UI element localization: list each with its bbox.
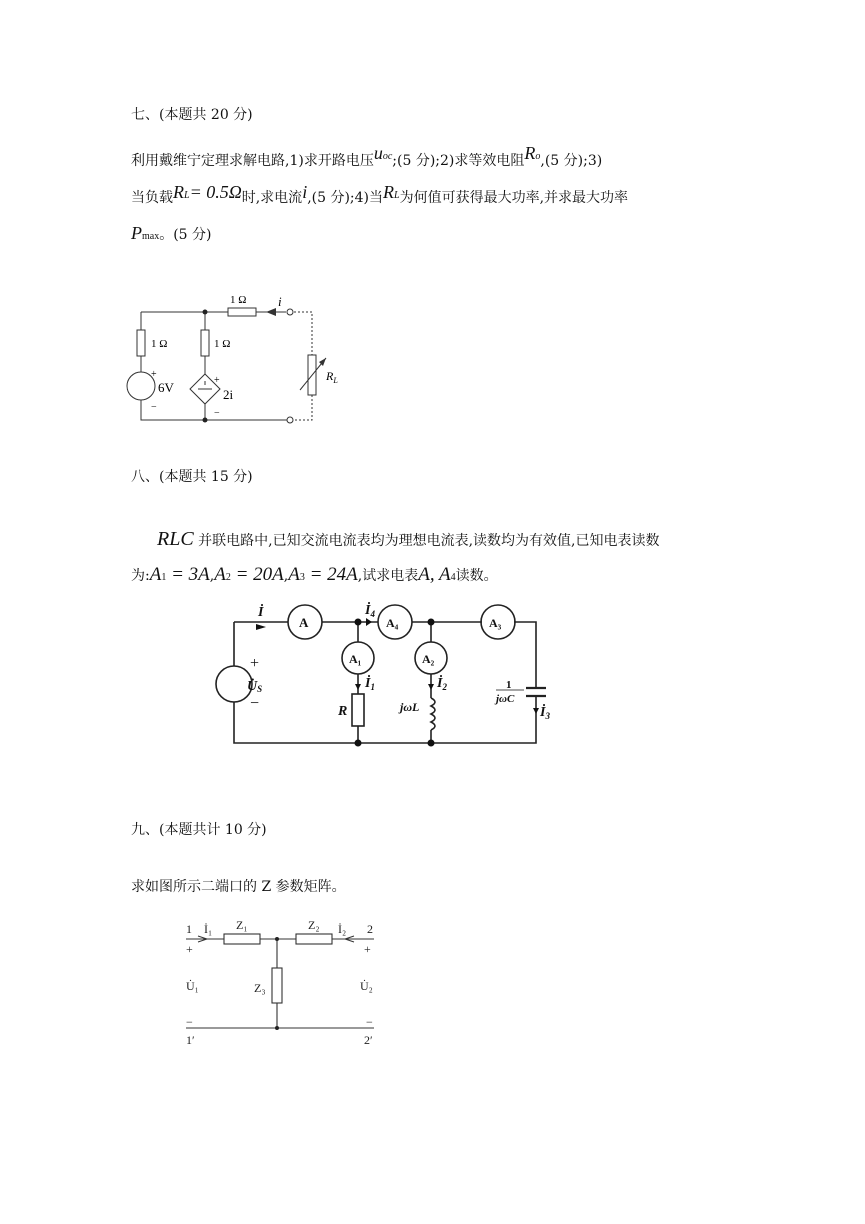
q7-label-rl: $R_L$ bbox=[326, 369, 338, 385]
q9-label-u1: U̇₁ bbox=[186, 979, 199, 993]
q8-label-meter-a2: A₂ bbox=[422, 652, 435, 666]
q9-label-port2: 2 bbox=[367, 922, 373, 936]
q7-i-symbol: i bbox=[302, 182, 308, 202]
q8-a3-value: = 24A bbox=[304, 564, 358, 585]
q8-meters-sub: 4 bbox=[450, 572, 456, 583]
q9-label-port1: 1 bbox=[186, 922, 192, 936]
q7-text-3: 。(5 分) bbox=[159, 227, 212, 243]
q8-rlc: RLC bbox=[157, 528, 194, 550]
q7-text-1a: 利用戴维宁定理求解电路,1)求开路电压 bbox=[131, 153, 374, 169]
q7-header: 七、(本题共 20 分) bbox=[131, 107, 253, 123]
q7-text-2b: 时,求电流 bbox=[241, 190, 303, 206]
q7-label-2i: 2i bbox=[223, 387, 234, 402]
q8-label-i: İ bbox=[258, 605, 264, 620]
q8-label-minus: − bbox=[250, 695, 260, 712]
q9-label-z2: Z₂ bbox=[308, 918, 320, 932]
q8-label-i4: $İ_4$ bbox=[365, 603, 375, 619]
q7-rl-value: = 0.5Ω bbox=[189, 182, 242, 202]
q7-label-plus-left: + bbox=[151, 369, 157, 380]
q8-a2: A bbox=[214, 564, 226, 585]
q8-a1: A bbox=[149, 564, 162, 585]
q7-ro-subscript: o bbox=[535, 151, 541, 162]
q9-label-z3: Z₃ bbox=[254, 981, 266, 995]
q7-text-1c: ,(5 分);3) bbox=[540, 153, 603, 169]
q7-uoc-subscript: oc bbox=[382, 151, 393, 162]
q7-text-2d: 为何值可获得最大功率,并求最大功率 bbox=[399, 190, 629, 206]
q9-label-plus1: + bbox=[186, 942, 193, 956]
q8-a2-value: = 20A bbox=[230, 564, 284, 585]
q8-label-r: R bbox=[338, 704, 348, 719]
q9-node-top bbox=[275, 937, 279, 941]
q8-line2: 为:A1 = 3A,A2 = 20A,A3 = 24A,试求电表A, A4读数。 bbox=[131, 564, 498, 585]
q8-label-i3: $İ_3$ bbox=[540, 705, 550, 721]
q8-header: 八、(本题共 15 分) bbox=[131, 469, 253, 485]
q7-label-r-left: 1 Ω bbox=[151, 338, 168, 350]
q8-label-i1: $İ_1$ bbox=[365, 676, 375, 692]
q7-label-plus-mid: + bbox=[214, 375, 220, 386]
q8-label-meter-a4: A₄ bbox=[386, 616, 399, 630]
q8-text-2c: 读数。 bbox=[455, 568, 498, 584]
q8-text-2a: 为: bbox=[131, 568, 150, 584]
q9-node-bottom bbox=[275, 1026, 279, 1030]
q7-label-minus-left: − bbox=[151, 402, 157, 413]
q9-label-u2: U̇₂ bbox=[360, 979, 373, 993]
q8-text-1: 并联电路中,已知交流电流表均为理想电流表,读数均为有效值,已知电表读数 bbox=[198, 533, 660, 549]
q7-rl2-subscript: L bbox=[394, 190, 400, 201]
q8-a1-value: = 3A bbox=[166, 564, 210, 585]
q8-text-2b: ,试求电表 bbox=[357, 568, 419, 584]
q8-label-i2: $İ_2$ bbox=[437, 676, 447, 692]
q8-a3-sub: 3 bbox=[299, 572, 305, 583]
q9-header: 九、(本题共计 10 分) bbox=[131, 822, 267, 838]
q7-uoc-symbol: u bbox=[373, 143, 383, 163]
q9-impedance-z1 bbox=[224, 934, 260, 944]
q7-rl-symbol: R bbox=[173, 182, 184, 202]
q9-label-port2p: 2′ bbox=[364, 1033, 373, 1047]
q7-label-6v: 6V bbox=[158, 380, 174, 395]
q8-label-meter-a: A bbox=[299, 615, 309, 630]
q8-a3: A bbox=[288, 564, 300, 585]
q7-label-r-top: 1 Ω bbox=[230, 294, 247, 306]
q8-label-meter-a1: A₁ bbox=[349, 652, 362, 666]
q7-label-r-mid: 1 Ω bbox=[214, 338, 231, 350]
q9-label-port1p: 1′ bbox=[186, 1033, 195, 1047]
q7-text-1b: ;(5 分);2)求等效电阻 bbox=[392, 153, 525, 169]
q7-pmax-subscript: max bbox=[142, 231, 160, 242]
q8-a2-sub: 2 bbox=[225, 572, 231, 583]
q9-label-i1: İ₁ bbox=[204, 922, 213, 936]
q8-meters: A, A bbox=[418, 564, 451, 585]
q9-label-plus2: + bbox=[364, 942, 371, 956]
q7-label-i: i bbox=[278, 294, 282, 309]
q7-ro-symbol: R bbox=[524, 143, 536, 163]
q9-label-i2: İ₂ bbox=[338, 922, 347, 936]
q7-label-minus-mid: − bbox=[214, 408, 220, 419]
q7-text-2a: 当负载 bbox=[131, 190, 173, 206]
q9-impedance-z3 bbox=[272, 968, 282, 1003]
q7-pmax-symbol: P bbox=[131, 223, 142, 243]
q8-label-cap-den: jωC bbox=[496, 693, 515, 705]
q7-rl-subscript: L bbox=[184, 190, 190, 201]
q9-impedance-z2 bbox=[296, 934, 332, 944]
q9-label-minus2: − bbox=[366, 1015, 373, 1029]
q9-label-z1: Z₁ bbox=[236, 918, 248, 932]
q8-label-jwl: jωL bbox=[400, 700, 420, 714]
q8-label-cap-num: 1 bbox=[506, 679, 512, 691]
q8-label-meter-a3: A₃ bbox=[489, 616, 502, 630]
q8-label-plus: + bbox=[250, 655, 260, 672]
q8-label-us: U̇S bbox=[247, 679, 263, 694]
q7-rl2-symbol: R bbox=[383, 182, 395, 202]
q8-a1-sub: 1 bbox=[161, 572, 167, 583]
q9-question: 求如图所示二端口的 Z 参数矩阵。 bbox=[131, 879, 346, 895]
q9-label-minus1: − bbox=[186, 1015, 193, 1029]
q7-text-2c: ,(5 分);4)当 bbox=[307, 190, 384, 206]
